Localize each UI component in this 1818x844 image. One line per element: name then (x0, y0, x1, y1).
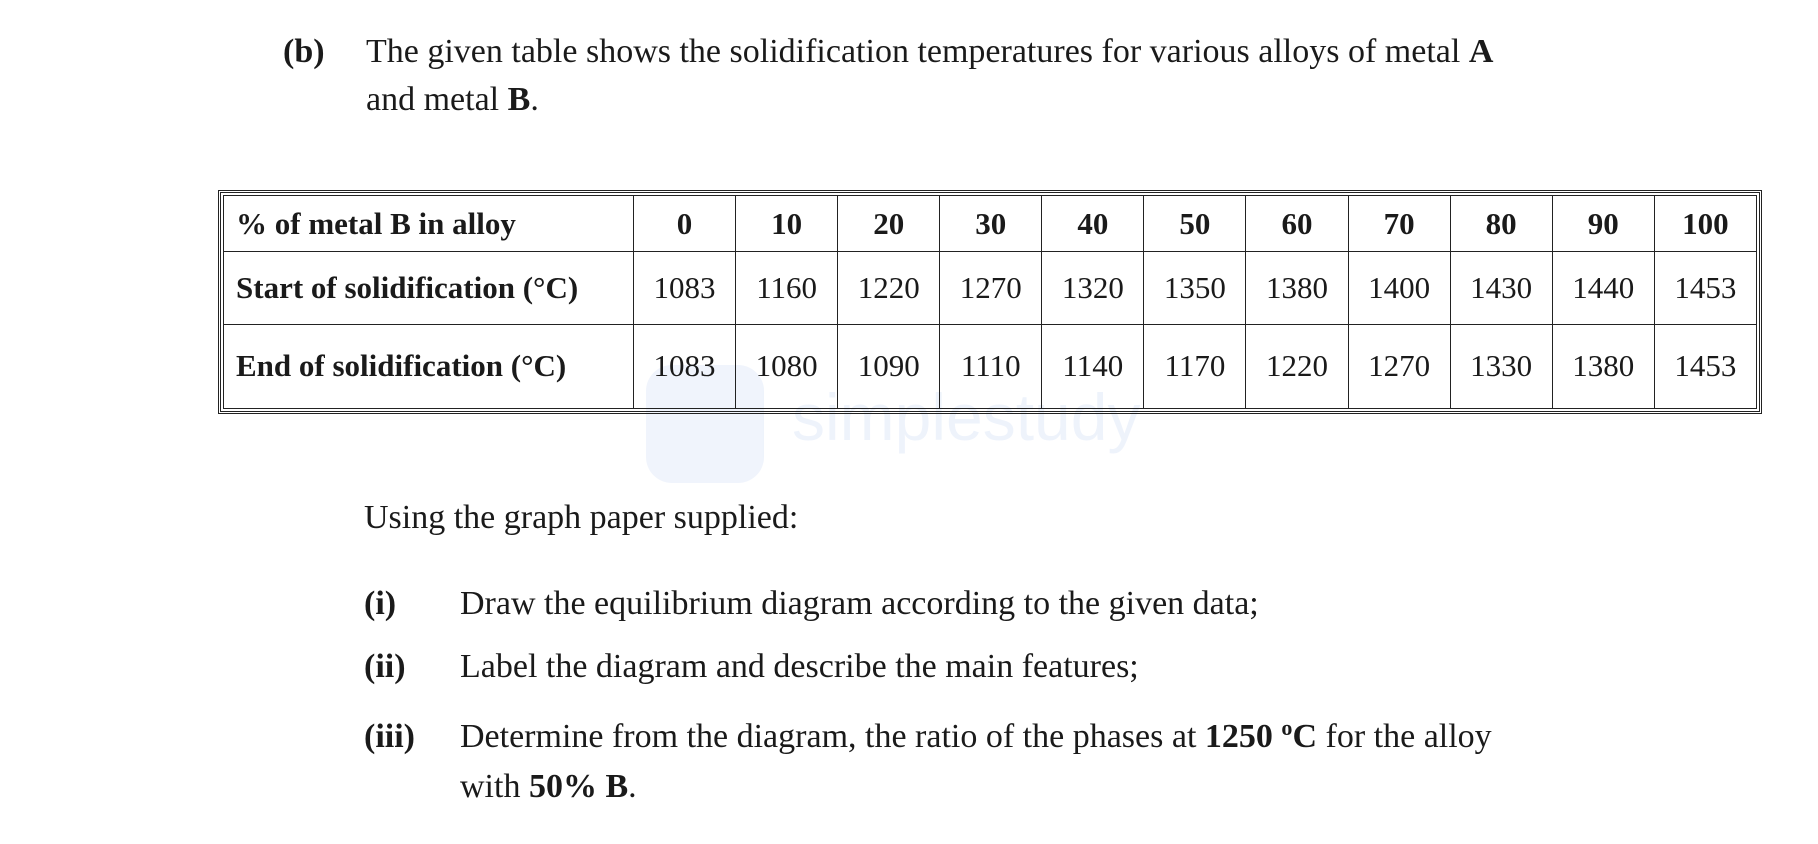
table-cell: 1453 (1654, 252, 1756, 324)
header-cell: 0 (634, 196, 736, 252)
intro-text-continued: and metal (366, 81, 508, 118)
item-label-iii: (iii) (364, 718, 415, 755)
table-cell: 1380 (1552, 324, 1654, 408)
header-cell: 80 (1450, 196, 1552, 252)
header-cell: 70 (1348, 196, 1450, 252)
instructions-lead: Using the graph paper supplied: (364, 499, 799, 536)
row-label-cell: Start of solidification (°C) (224, 252, 634, 324)
table-cell: 1140 (1042, 324, 1144, 408)
item-text-i: Draw the equilibrium diagram according to the given data; (460, 585, 1259, 622)
header-cell: 40 (1042, 196, 1144, 252)
table-cell: 1170 (1144, 324, 1246, 408)
header-cell: 10 (736, 196, 838, 252)
header-label-cell: % of metal B in alloy (224, 196, 634, 252)
temperature-value (1204, 714, 1318, 755)
header-cell: 100 (1654, 196, 1756, 252)
table-row-end (224, 324, 1757, 408)
table-cell: 1090 (838, 324, 940, 408)
header-cell: 20 (838, 196, 940, 252)
intro-text-line1 (366, 28, 1493, 76)
table-cell: 1400 (1348, 252, 1450, 324)
item-text-iii-line1 (460, 713, 1492, 761)
intro-text-line2 (366, 76, 539, 124)
temperature-unit: C (1292, 718, 1318, 755)
item-text-iii-prefix: Determine from the diagram, the ratio of the phases at (460, 718, 1205, 755)
header-cell: 30 (940, 196, 1042, 252)
item-label-i: (i) (364, 585, 397, 622)
table-cell: 1083 (634, 252, 736, 324)
item-label-ii: (ii) (364, 648, 406, 685)
table-cell: 1453 (1654, 324, 1756, 408)
metal-a-label: A (1468, 33, 1494, 70)
table-cell: 1220 (1246, 324, 1348, 408)
alloy-composition: 50% B (528, 768, 629, 805)
item-text-iii-mid: for the alloy (1317, 718, 1492, 755)
table-header-row (224, 196, 1757, 252)
metal-b-label: B (507, 81, 531, 118)
table-cell: 1440 (1552, 252, 1654, 324)
table-cell: 1220 (838, 252, 940, 324)
table-cell: 1330 (1450, 324, 1552, 408)
part-label: (b) (283, 33, 325, 70)
table-cell: 1080 (736, 324, 838, 408)
table-cell: 1270 (1348, 324, 1450, 408)
degree-symbol: o (1281, 714, 1293, 740)
table-cell: 1380 (1246, 252, 1348, 324)
table-cell: 1160 (736, 252, 838, 324)
solidification-table (218, 190, 1762, 414)
table-cell: 1320 (1042, 252, 1144, 324)
intro-text: The given table shows the solidification temperatures for various alloys of metal (366, 33, 1469, 70)
watermark-text: simplestudy (792, 380, 1141, 454)
item-text-iii-period: . (628, 768, 637, 805)
table-cell: 1083 (634, 324, 736, 408)
table-cell: 1270 (940, 252, 1042, 324)
header-cell: 60 (1246, 196, 1348, 252)
temperature-number: 1250 (1204, 718, 1282, 755)
item-text-iii-line2 (460, 763, 637, 811)
row-label-cell: End of solidification (°C) (224, 324, 634, 408)
header-cell: 50 (1144, 196, 1246, 252)
item-text-iii-line2-prefix: with (460, 768, 529, 805)
header-cell: 90 (1552, 196, 1654, 252)
table-row-start (224, 252, 1757, 324)
table-cell: 1430 (1450, 252, 1552, 324)
intro-period: . (530, 81, 539, 118)
item-text-ii: Label the diagram and describe the main features; (460, 648, 1139, 685)
table-cell: 1350 (1144, 252, 1246, 324)
table-cell: 1110 (940, 324, 1042, 408)
